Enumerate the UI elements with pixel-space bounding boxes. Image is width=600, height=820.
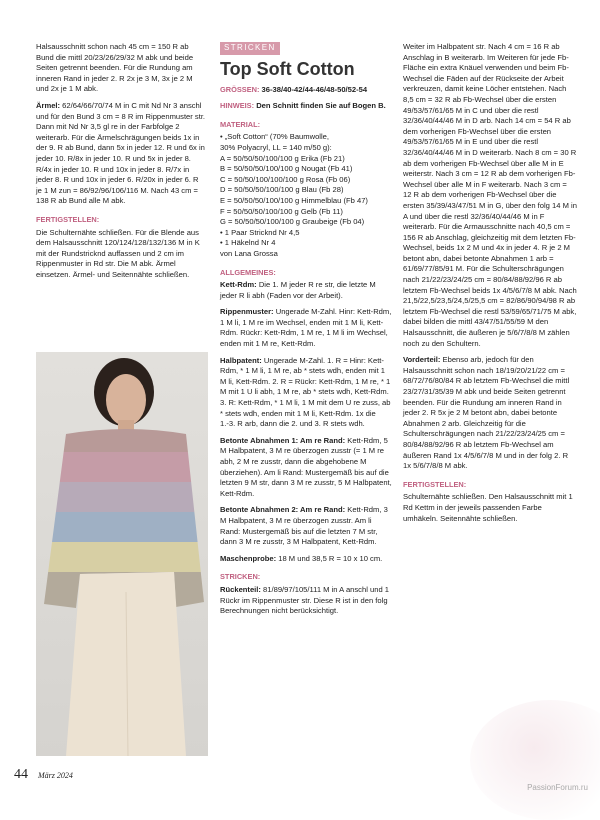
material-line: • „Soft Cotton“ (70% Baumwolle, xyxy=(220,132,330,142)
general-item xyxy=(220,280,392,301)
material-line: • 1 Häkelnd Nr 4 xyxy=(220,238,276,248)
material-line: • 1 Paar Stricknd Nr 4,5 xyxy=(220,227,300,237)
material-line: von Lana Grossa xyxy=(220,248,278,258)
paragraph-neckline: Halsausschnitt schon nach 45 cm = 150 R ab Bund die mittl 20/23/26/29/32 M abk und beide Seiten getrennt beenden. Für die Rundung am inneren Rand in jeder 2. R 2x je 3 M, 3x je 2 M und 2x je 1 M abk. xyxy=(36,42,194,94)
general-label: Maschenprobe: xyxy=(220,553,277,563)
paragraph-finishing: Die Schulternähte schließen. Für die Blende aus dem Halsausschnitt 120/124/128/132/136 M in K mit der Rundstricknd auffassen und 2 cm im Rippenmuster in Rd str. Die M abk. Ärmel einsetzen. Ärmel- und Seitennähte schließen. xyxy=(36,227,200,279)
material-line: 30% Polyacryl, LL = 140 m/50 g): xyxy=(220,142,332,152)
general-label: Betonte Abnahmen 2: Am re Rand: xyxy=(220,505,346,515)
general-item xyxy=(220,307,392,349)
paragraph-front xyxy=(403,355,577,472)
paragraph-back-continued: Weiter im Halbpatent str. Nach 4 cm = 16 R ab Anschlag in B weiterarb. Im Weiteren für jede Fb-Fläche ein extra Knäuel verwenden und beim Fb-Wechsel die Fäden auf der Rückseite der Arbeit verkreuzen, damit keine Löcher entstehen. Nach 8,5 cm = 32 R ab Fb-Wechsel über die ersten 49/53/57/61/65 M in C und über die restl 32/36/40/44/46 M in D arb. Nach 14 cm = 54 R ab dem vorherigen Fb-Wechsel über die ersten 49/53/57/61/65 M in E und über die restl 32/36/40/44/46 M in D weiterarb. Nach 8 cm = 30 R ab dem vorherigen Fb-Wechsel über alle M in E weiterstr. Nach 3 cm = 12 R ab dem vorherigen Fb-Wechsel über alle M in F weiterarb. Nach 3 cm = 12 R ab dem vorherigen Fb-Wechsel über die ersten 35/39/43/47/51 M in G, über den folg 14 M in A und über die restl 32/36/40/44/46 M in F weiterarb. Für die Armausschnitte nach 40,5 cm = 156 R ab Anschlag, gleichzeitig mit dem letzten Fb-Wechsel, beids 1x 2 M und 4x in jeder 4. R je 2 M betont abn, dabei betonte Abnahmen 1 arb = 61/69/77/85/91 M. Für die Schulterschrägungen nach 21/22/23/24/25 cm = 80/84/88/92/96 R ab letztem Fb-Wechsel beids 1x 4/5/6/7/8 M abk. Nach 21,5/22,5/23,5/24,5/25,5 cm = 82/86/90/94/98 R ab letztem Fb-Wechsel die restl 53/59/65/71/75 M abk, dabei bilden die mittl 43/47/51/55/59 M den Halsausschnitt, die äußeren je 5/6/7/8/8 M zählen noch zu den Schultern. xyxy=(403,42,577,348)
watermark: PassionForum.ru xyxy=(527,783,588,792)
material-line: B = 50/50/50/100/100 g Nougat (Fb 41) xyxy=(220,164,353,174)
column-left xyxy=(36,42,206,286)
heading-finishing: FERTIGSTELLEN: xyxy=(36,214,100,224)
section-tag: STRICKEN xyxy=(220,42,280,55)
label-front: Vorderteil: xyxy=(403,355,441,365)
material-line: G = 50/50/50/100/100 g Graubeige (Fb 04) xyxy=(220,217,365,227)
label-hint: HINWEIS: xyxy=(220,101,255,111)
label-sizes: GRÖSSEN: xyxy=(220,84,260,94)
general-item xyxy=(220,436,392,500)
material-line: D = 50/50/50/100/100 g Blau (Fb 28) xyxy=(220,185,344,195)
model-illustration xyxy=(36,352,208,756)
pattern-title: Top Soft Cotton xyxy=(220,58,355,79)
heading-material: MATERIAL: xyxy=(220,119,261,129)
text-sleeves: 62/64/66/70/74 M in C mit Nd Nr 3 anschl und für den Bund 3 cm = 8 R im Rippenmuster str. Dann mit Nd Nr 3,5 gl re in der Farbfolge 2 weiterarb. Für die Ärmelschrägungen beids 1x in der 9. R ab Bund, dann 5x in jeder 12. R und 6x in jeder 10. R/8x in jeder 10. R und 5x in jeder 8. R/4x in jeder 10. R und 10x in jeder 8. R/7x in jeder 8. R und 10x in jeder 6. R/20x in jeder 6. R je 1 M zun = 86/92/96/106/116 M. Nach 43 cm = 138 R ab Bund alle M abk. xyxy=(36,100,206,206)
decorative-swirl xyxy=(470,700,600,820)
general-label: Kett-Rdm: xyxy=(220,280,257,290)
issue-date: März 2024 xyxy=(38,771,73,780)
material-line: E = 50/50/50/100/100 g Himmelblau (Fb 47) xyxy=(220,195,368,205)
heading-general: ALLGEMEINES: xyxy=(220,267,276,277)
paragraph-finishing-2: Schulternähte schließen. Den Halsausschnitt mit 1 Rd Kettm in der jeweils passenden Farbe umhäkeln. Seitennähte schließen. xyxy=(403,492,573,523)
text-sizes: 36-38/40-42/44-46/48-50/52-54 xyxy=(259,84,368,94)
general-text: Die 1. M jeder R re str, die letzte M jeder R li abh (Faden vor der Arbeit). xyxy=(220,280,376,300)
general-item xyxy=(220,554,392,565)
text-back: 81/89/97/105/111 M in A anschl und 1 Rückr im Rippenmuster str. Diese R ist in den folg Berechnungen nicht berücksichtigt. xyxy=(220,584,390,616)
general-text: Kett-Rdm, 5 M Halbpatent, 3 M re überzogen zusstr (= 1 M re abh, 2 M re zusstr, dann die abgehobene M überziehen). Am li Rand: Mustergemäß bis auf die letzten 9 M str, dann 3 M re zusstr, 5 M Halbpatent, Kett-Rdm. xyxy=(220,435,392,498)
label-back: Rückenteil: xyxy=(220,584,261,594)
paragraph-sleeves xyxy=(36,101,206,207)
general-text: Kett-Rdm, 3 M Halbpatent, 3 M re überzogen zusstr. Am li Rand: Mustergemäß bis auf die letzten 7 M str, dann 3 M re zusstr, 3 M Halbpatent, Kett-Rdm. xyxy=(220,505,388,547)
general-label: Halbpatent: xyxy=(220,355,262,365)
heading-finishing-2: FERTIGSTELLEN: xyxy=(403,479,467,489)
material-line: F = 50/50/50/100/100 g Gelb (Fb 11) xyxy=(220,206,343,216)
page-footer xyxy=(14,765,73,783)
hint xyxy=(220,101,392,112)
general-label: Rippenmuster: xyxy=(220,307,274,317)
general-text: 18 M und 38,5 R = 10 x 10 cm. xyxy=(276,553,383,563)
general-label: Betonte Abnahmen 1: Am re Rand: xyxy=(220,435,346,445)
paragraph-back xyxy=(220,585,392,617)
label-sleeves: Ärmel: xyxy=(36,100,61,110)
material-line: A = 50/50/50/100/100 g Erika (Fb 21) xyxy=(220,153,345,163)
heading-knitting: STRICKEN: xyxy=(220,572,261,582)
page-number: 44 xyxy=(14,767,28,782)
sizes xyxy=(220,85,392,96)
column-right xyxy=(403,42,577,530)
material-list xyxy=(220,132,392,259)
general-item xyxy=(220,356,392,430)
model-photo xyxy=(36,352,208,756)
general-item xyxy=(220,505,392,547)
general-text: Ungerade M-Zahl. Hinr: Kett-Rdm, 1 M li, 1 M re im Wechsel, enden mit 1 M li, Kett-Rdm. Rückr: Kett-Rdm, 1 M re, 1 M li im Wechsel, enden mit 1 M re, Kett-Rdm. xyxy=(220,307,392,349)
material-line: C = 50/50/100/100/100 g Rosa (Fb 06) xyxy=(220,174,351,184)
text-front: Ebenso arb, jedoch für den Halsausschnitt schon nach 18/19/20/21/22 cm = 68/72/76/80/84 R ab letztem Fb-Wechsel die mittl 23/27/31/35/39 M abk und beide Seiten getrennt beenden. Für die Rundung am inneren Rand in jeder 2. R 5x je 2 M betont abn, dabei betonte Abnahmen 2 arb. Gleichzeitig für die Schulterschrägungen nach 21/22/23/24/25 cm = 80/84/88/92/96 R ab letztem Fb-Wechsel am äußeren Rand 1x 4/5/6/7/8 M und in der folg 2. R 1x 5/6/7/8/8 M abk. xyxy=(403,355,570,471)
text-hint: Den Schnitt finden Sie auf Bogen B. xyxy=(254,101,386,111)
general-text: Ungerade M-Zahl. 1. R = Hinr: Kett-Rdm, * 1 M li, 1 M re, ab * stets wdh, enden mit 1 M li, Kett-Rdm. 2. R = Rückr: Kett-Rdm, 1 M re, * 1 M mit 1 U li abh, 1 M re, ab * stets wdh, Kett-Rdm. 3. R: Kett-Rdm, * 1 M li, 1 M mit dem U re zuss, ab * stets wdh, enden mit 1 M li, Kett-Rdm. 1x die 1.-3. R arb, dann die 2. und 3. R stets wdh. xyxy=(220,355,391,429)
column-middle xyxy=(220,42,392,623)
